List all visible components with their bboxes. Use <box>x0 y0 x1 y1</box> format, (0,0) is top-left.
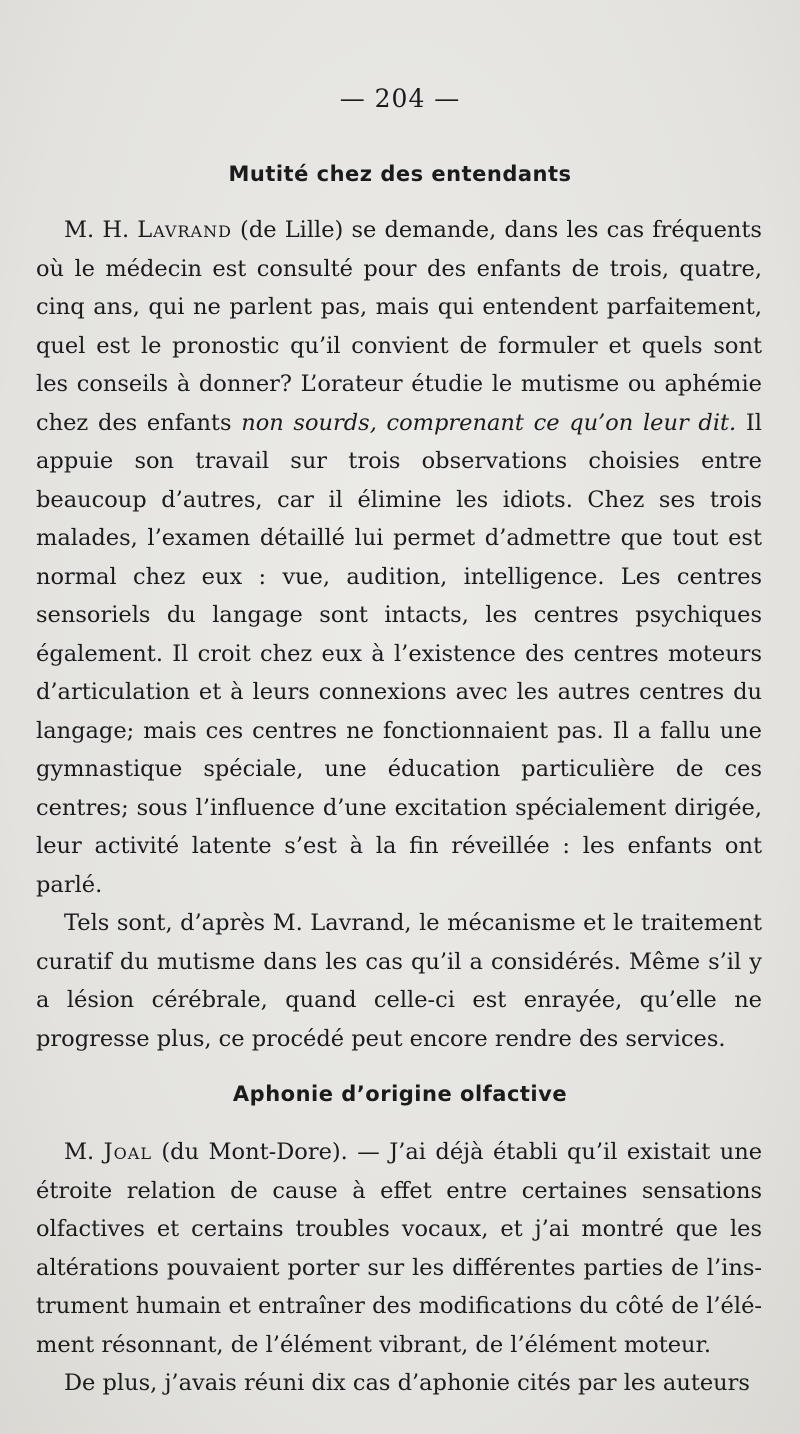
section-body-aphonie <box>36 1133 762 1403</box>
paragraph-text: Il appuie son travail sur trois observations choisies entre beaucoup d’autres, car il élimine les idiots. Chez ses trois malades, l’examen détaillé lui permet d’admettre que tout est normal chez eux : vue, audition, intelligence. Les centres sensoriels du langage sont intacts, les centres psychiques également. Il croit chez eux à l’existence des centres moteurs d’articulation et à leurs connexions avec les autres centres du langage; mais ces centres ne fonctionnaient pas. Il a fallu une gymnastique spéciale, une éducation particulière de ces centres; sous l’influence d’une excitation spécialement dirigée, leur activité latente s’est à la fin réveillée : les enfants ont parlé. <box>36 409 762 898</box>
author-name: Lavrand <box>137 217 232 243</box>
speaker-prefix: M. H. <box>64 217 138 243</box>
paragraph: Tels sont, d’après M. Lavrand, le mécanisme et le traitement curatif du mutisme dans les cas qu’il a considérés. Même s’il y a lésion cérébrale, quand celle-ci est enrayée, qu’elle ne progresse plus, ce procédé peut encore rendre des services. <box>36 910 762 1052</box>
italic-phrase: non sourds, comprenant ce qu’on leur dit. <box>241 409 737 436</box>
section-body-mutite <box>36 211 762 1058</box>
speaker-prefix: M. <box>64 1139 104 1165</box>
section-title-aphonie: Aphonie d’origine olfactive <box>232 1082 568 1106</box>
section-title-mutite: Mutité chez des entendants <box>228 162 572 186</box>
author-name: Joal <box>103 1139 152 1165</box>
paragraph-text: (du Mont-Dore). — J’ai déjà établi qu’il existait une étroite relation de cause à effet entre certaines sensations olfactives et certains troubles vocaux, et j’ai montré que les altérations pouvaient porter sur les différentes parties de l’instrument humain et entraîner des modifications du côté de l’élément résonnant, de l’élément vibrant, de l’élément moteur. <box>36 1139 763 1358</box>
paragraph <box>36 211 762 904</box>
paragraph <box>36 1133 762 1364</box>
page-number: — 204 — <box>339 84 461 113</box>
paragraph: De plus, j’avais réuni dix cas d’aphonie cités par les auteurs <box>64 1370 750 1396</box>
paragraph-text: (de Lille) se demande, dans les cas fréquents où le médecin est consulté pour des enfants de trois, quatre, cinq ans, qui ne parlent pas, mais qui entendent parfaitement, quel est le pronostic qu’il convient de formuler et quels sont les conseils à donner? L’orateur étudie le mutisme ou aphémie chez des enfants <box>36 217 762 436</box>
